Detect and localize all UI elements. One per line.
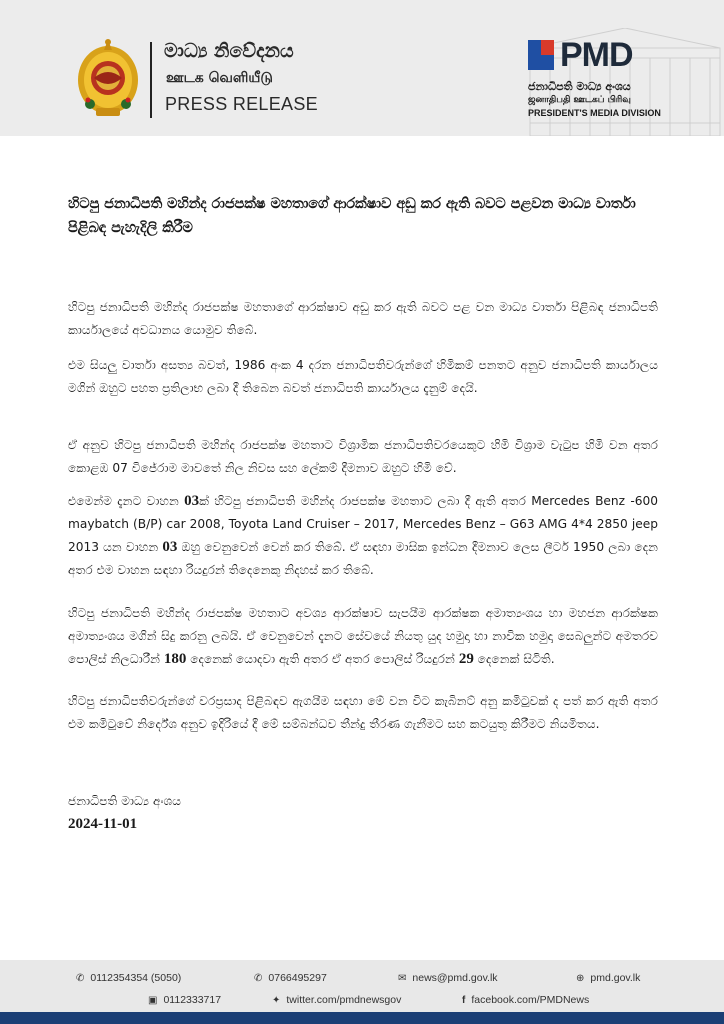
- press-release-header: [0, 0, 724, 136]
- pmd-logo-mark-icon: [528, 40, 554, 70]
- signature-label: ජනාධිපති මාධ්‍ය අංශය: [68, 794, 182, 808]
- pmd-name-sinhala: ජනාධිපති මාධ්‍ය අංශය: [528, 80, 631, 93]
- website-url: pmd.gov.lk: [590, 972, 641, 984]
- phone-number: 0112354354 (5050): [90, 972, 182, 984]
- paragraph-5-part-a: හිටපු ජනාධිපති මහින්ද රාජපක්ෂ මහතාට අවශ්‍ය ආරක්ෂාව සැපයීම ආරක්ෂක අමාත්‍යංශය හා මහජන ආරක්ෂක අමාත්‍යංශය මගින් සිදු කරනු ලබයි. ඒ වෙනුවෙන් දැනට සේවයේ නියතු යුද හමුදා හා නාවික හමුදා සෙබලුන්ට අමතරව පොලිස් නිලධාරීන්: [68, 606, 658, 666]
- paragraph-2: එම සියලු වාර්තා අසත්‍ය බවත්, 1986 අංක 4 දරන ජනාධිපතිවරුන්ගේ හිමිකම් පනතට අනුව ජනාධිපති කාර්යාලය මගින් ඔහුට පහත ප්‍රතිලාභ ලබා දී තිබෙන බවත් ජනාධිපති කාර්යාලය දැනුම් දෙයි.: [68, 358, 658, 395]
- phone-contact[interactable]: [76, 972, 181, 984]
- paragraph-4: [68, 490, 658, 582]
- header-divider: [150, 42, 152, 118]
- header-title-tamil: ஊடக வெளியீடு: [166, 70, 273, 86]
- paragraph-4-part-c: ඔහු වෙනුවෙන් වෙන් කර තිබේ. ඒ සඳහා මාසික ඉන්ධන දීමනාව ලෙස ලීටර් 1950 ලබා දෙන අතර එම වාහන සඳහා රියදුරන් තිදෙනෙකු නිදහස් කර තිබේ.: [68, 540, 658, 577]
- facebook-contact[interactable]: [462, 994, 589, 1006]
- paragraph-5-part-b: දෙනෙක් යොදවා ඇති අතර ඒ අතර පොලිස් රියදුරන්: [186, 652, 459, 666]
- contact-footer: [0, 960, 724, 1012]
- pmd-name-english: PRESIDENT'S MEDIA DIVISION: [528, 108, 661, 118]
- police-officer-count: 180: [163, 651, 187, 667]
- fax-icon: ▣: [148, 995, 158, 1006]
- header-title-sinhala: මාධ්‍ය නිවේදනය: [164, 40, 294, 62]
- mobile-number: 0766495297: [268, 972, 327, 984]
- sri-lanka-emblem-icon: [76, 36, 140, 120]
- facebook-url: facebook.com/PMDNews: [471, 994, 590, 1006]
- email-icon: ✉: [398, 973, 407, 984]
- fax-number: 0112333717: [163, 994, 222, 1006]
- paragraph-5: [68, 602, 658, 671]
- phone-icon: ✆: [76, 973, 85, 984]
- globe-icon: ⊕: [576, 973, 585, 984]
- release-date: 2024-11-01: [68, 816, 138, 832]
- paragraph-4-part-b: ක් හිටපු ජනාධිපති මහින්ද රාජපක්ෂ මහතාට ලබා දී ඇති අතර Mercedes Benz -600 maybatch (B/P) car 2008, Toyota Land Cruiser – 2017, Mercedes Benz – G63 AMG 4*4 2850 jeep 2013 යන වාහන: [68, 494, 658, 554]
- twitter-icon: ✦: [272, 995, 281, 1006]
- vehicle-count: 03: [184, 493, 200, 509]
- paragraph-1: හිටපු ජනාධිපති මහින්ද රාජපක්ෂ මහතාගේ ආරක්ෂාව අඩු කර ඇති බවට පළ වන මාධ්‍ය වාර්තා පිළිබඳ ජනාධිපති කාර්යාලයේ අවධානය යොමුව තිබේ.: [68, 300, 658, 337]
- twitter-url: twitter.com/pmdnewsgov: [286, 994, 402, 1006]
- mobile-contact[interactable]: [254, 972, 327, 984]
- email-contact[interactable]: [398, 972, 498, 984]
- pmd-logo: [528, 36, 648, 76]
- police-driver-count: 29: [458, 651, 474, 667]
- twitter-contact[interactable]: [272, 994, 401, 1006]
- email-address: news@pmd.gov.lk: [412, 972, 498, 984]
- mobile-phone-icon: ✆: [254, 973, 263, 984]
- document-title: හිටපු ජනාධිපති මහින්ද රාජපක්ෂ මහතාගේ ආරක්ෂාව අඩු කර ඇති බවට පළවන මාධ්‍ය වාර්තා පිළිබඳ පැහැදිලි කිරීම: [68, 196, 636, 236]
- paragraph-3: ඒ අනුව හිටපු ජනාධිපති මහින්ද රාජපක්ෂ මහතාට විශ්‍රාමික ජනාධිපතිවරයෙකුට හිමි විශ්‍රාම වැටුප හිමි වන අතර කොළඹ 07 විජේරාම මාවතේ නිල නිවස සහ ලේකම් දීමනාව ඔහුට හිමි වේ.: [68, 438, 658, 475]
- paragraph-5-part-c: දෙනෙක් සිටිති.: [473, 652, 555, 666]
- facebook-icon: f: [462, 995, 466, 1006]
- vehicle-count-2: 03: [162, 539, 178, 555]
- website-contact[interactable]: [576, 972, 640, 984]
- header-title-english: PRESS RELEASE: [165, 94, 318, 114]
- footer-accent-bar: [0, 1012, 724, 1024]
- paragraph-6: හිටපු ජනාධිපතිවරුන්ගේ වරප්‍රසාද පිළිබඳව ඇගයීම සඳහා මේ වන විට කැබිනට් අනු කමිටුවක් ද පත් කර ඇති අතර එම කමිටුවේ නිර්දේශ අනුව ඉදිරියේ දී මේ සම්බන්ධව තීන්දු තීරණ ගැනීමට සහ කටයුතු කිරීමට නියමිතය.: [68, 694, 658, 731]
- fax-contact[interactable]: [148, 994, 221, 1006]
- paragraph-4-part-a: එමෙන්ම දැනට වාහන: [68, 494, 185, 508]
- pmd-logo-text: PMD: [560, 36, 633, 74]
- pmd-name-tamil: ஜனாதிபதி ஊடகப் பிரிவு: [528, 95, 631, 105]
